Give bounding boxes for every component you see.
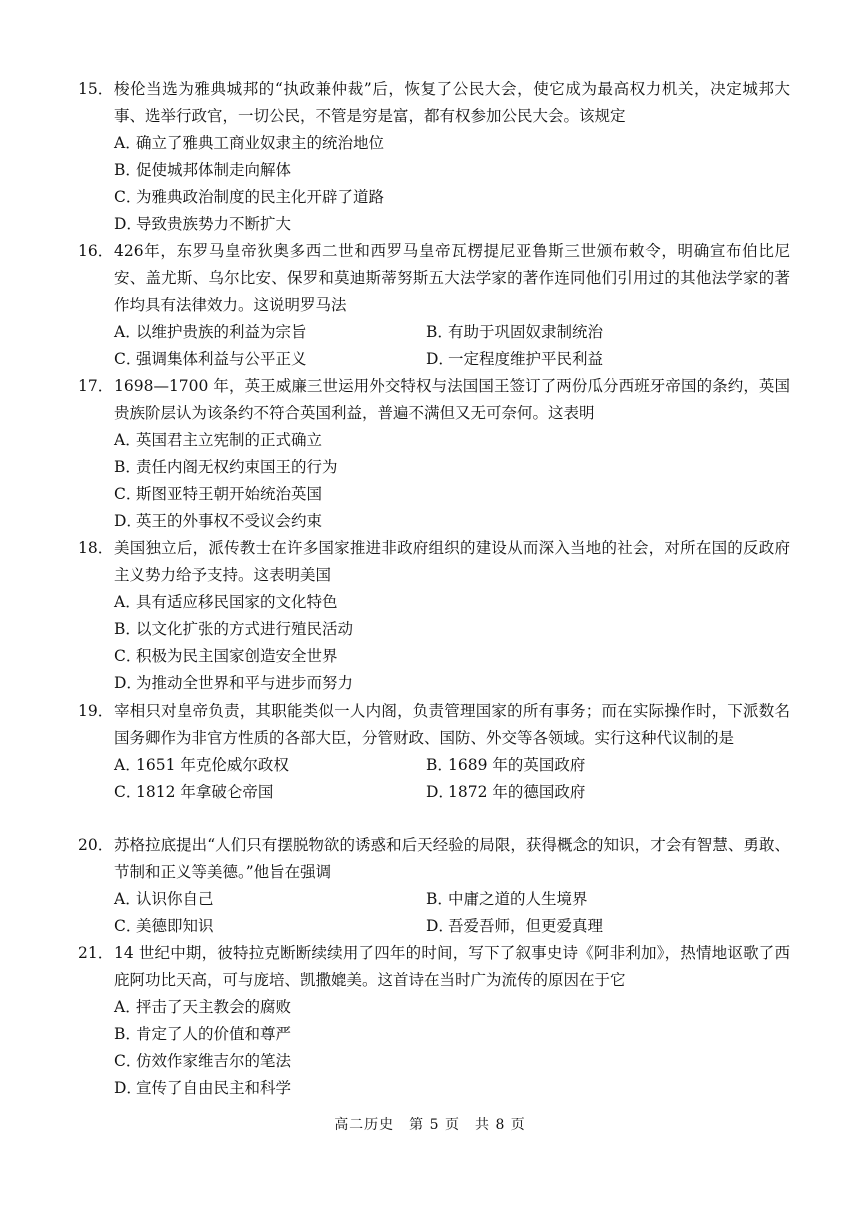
option-d: D．1872 年的德国政府 <box>426 783 586 801</box>
question-15 <box>78 76 790 238</box>
question-number: 19． <box>78 702 114 720</box>
question-19 <box>78 698 790 806</box>
question-18 <box>78 535 790 697</box>
option-c: C．仿效作家维吉尔的笔法 <box>114 1052 292 1070</box>
option-d: D．为推动全世界和平与进步而努力 <box>114 674 354 692</box>
option-b: B．责任内阁无权约束国王的行为 <box>114 458 338 476</box>
question-number: 18． <box>78 539 114 557</box>
option-a: A．1651 年克伦威尔政权 <box>114 756 289 774</box>
option-row <box>78 319 790 346</box>
question-number: 15． <box>78 80 114 98</box>
option-b: B．1689 年的英国政府 <box>426 756 586 774</box>
question-stem <box>78 940 790 994</box>
option-b: B．有助于巩固奴隶制统治 <box>426 323 604 341</box>
option-c: C．积极为民主国家创造安全世界 <box>114 647 338 665</box>
option-d: D．吾爱吾师，但更爱真理 <box>426 917 604 935</box>
question-stem <box>78 535 790 589</box>
option-c: C．强调集体利益与公平正义 <box>114 350 307 368</box>
question-text: 1698—1700 年，英王威廉三世运用外交特权与法国国王签订了两份瓜分西班牙帝国的条约，英国贵族阶层认为该条约不符合英国利益，普遍不满但又无可奈何。这表明 <box>114 377 790 422</box>
option-d: D．导致贵族势力不断扩大 <box>114 215 292 233</box>
option-d: D．一定程度维护平民利益 <box>426 350 604 368</box>
question-number: 21． <box>78 944 114 962</box>
question-21 <box>78 940 790 1102</box>
option-c: C．斯图亚特王朝开始统治英国 <box>114 485 323 503</box>
option-a: A．具有适应移民国家的文化特色 <box>114 593 338 611</box>
question-number: 16． <box>78 242 114 260</box>
option-row <box>78 752 790 779</box>
question-text: 14 世纪中期，彼特拉克断断续续用了四年的时间，写下了叙事史诗《阿非利加》，热情地讴歌了西庇阿功比天高，可与庞培、凯撒媲美。这首诗在当时广为流传的原因在于它 <box>114 944 790 989</box>
option-c: C．为雅典政治制度的民主化开辟了道路 <box>114 188 385 206</box>
option-row <box>78 913 790 940</box>
question-stem <box>78 238 790 319</box>
option-row <box>78 886 790 913</box>
option-row <box>78 346 790 373</box>
option-a: A．确立了雅典工商业奴隶主的统治地位 <box>114 134 385 152</box>
question-20 <box>78 832 790 940</box>
question-number: 17． <box>78 377 114 395</box>
question-number: 20． <box>78 836 114 854</box>
option-c: C．1812 年拿破仑帝国 <box>114 783 274 801</box>
option-d: D．宣传了自由民主和科学 <box>114 1079 292 1097</box>
option-c: C．美德即知识 <box>114 917 214 935</box>
question-text: 宰相只对皇帝负责，其职能类似一人内阁，负责管理国家的所有事务；而在实际操作时，下派数名国务卿作为非官方性质的各部大臣，分管财政、国防、外交等各领域。实行这种代议制的是 <box>114 702 790 747</box>
option-a: A．以维护贵族的利益为宗旨 <box>114 323 307 341</box>
option-d: D．英王的外事权不受议会约束 <box>114 512 323 530</box>
option-row <box>78 779 790 806</box>
option-b: B．肯定了人的价值和尊严 <box>114 1025 292 1043</box>
question-stem <box>78 373 790 427</box>
option-a: A．英国君主立宪制的正式确立 <box>114 431 323 449</box>
question-stem <box>78 698 790 752</box>
option-b: B．以文化扩张的方式进行殖民活动 <box>114 620 354 638</box>
page-footer: 高二历史 第 5 页 共 8 页 <box>334 1117 526 1133</box>
question-text: 苏格拉底提出“人们只有摆脱物欲的诱惑和后天经验的局限，获得概念的知识，才会有智慧、勇敢、节制和正义等美德。”他旨在强调 <box>114 836 790 881</box>
option-a: A．认识你自己 <box>114 890 214 908</box>
question-16 <box>78 238 790 373</box>
option-a: A．抨击了天主教会的腐败 <box>114 998 292 1016</box>
option-b: B．中庸之道的人生境界 <box>426 890 588 908</box>
option-b: B．促使城邦体制走向解体 <box>114 161 292 179</box>
question-stem <box>78 832 790 886</box>
question-text: 梭伦当选为雅典城邦的“执政兼仲裁”后，恢复了公民大会，使它成为最高权力机关，决定城邦大事、选举行政官，一切公民，不管是穷是富，都有权参加公民大会。该规定 <box>114 80 790 125</box>
question-stem <box>78 76 790 130</box>
question-text: 426年，东罗马皇帝狄奥多西二世和西罗马皇帝瓦楞提尼亚鲁斯三世颁布敕令，明确宣布伯比尼安、盖尤斯、乌尔比安、保罗和莫迪斯蒂努斯五大法学家的著作连同他们引用过的其他法学家的著作均具有法律效力。这说明罗马法 <box>114 242 790 314</box>
question-17 <box>78 373 790 535</box>
question-text: 美国独立后，派传教士在许多国家推进非政府组织的建设从而深入当地的社会，对所在国的反政府主义势力给予支持。这表明美国 <box>114 539 790 584</box>
